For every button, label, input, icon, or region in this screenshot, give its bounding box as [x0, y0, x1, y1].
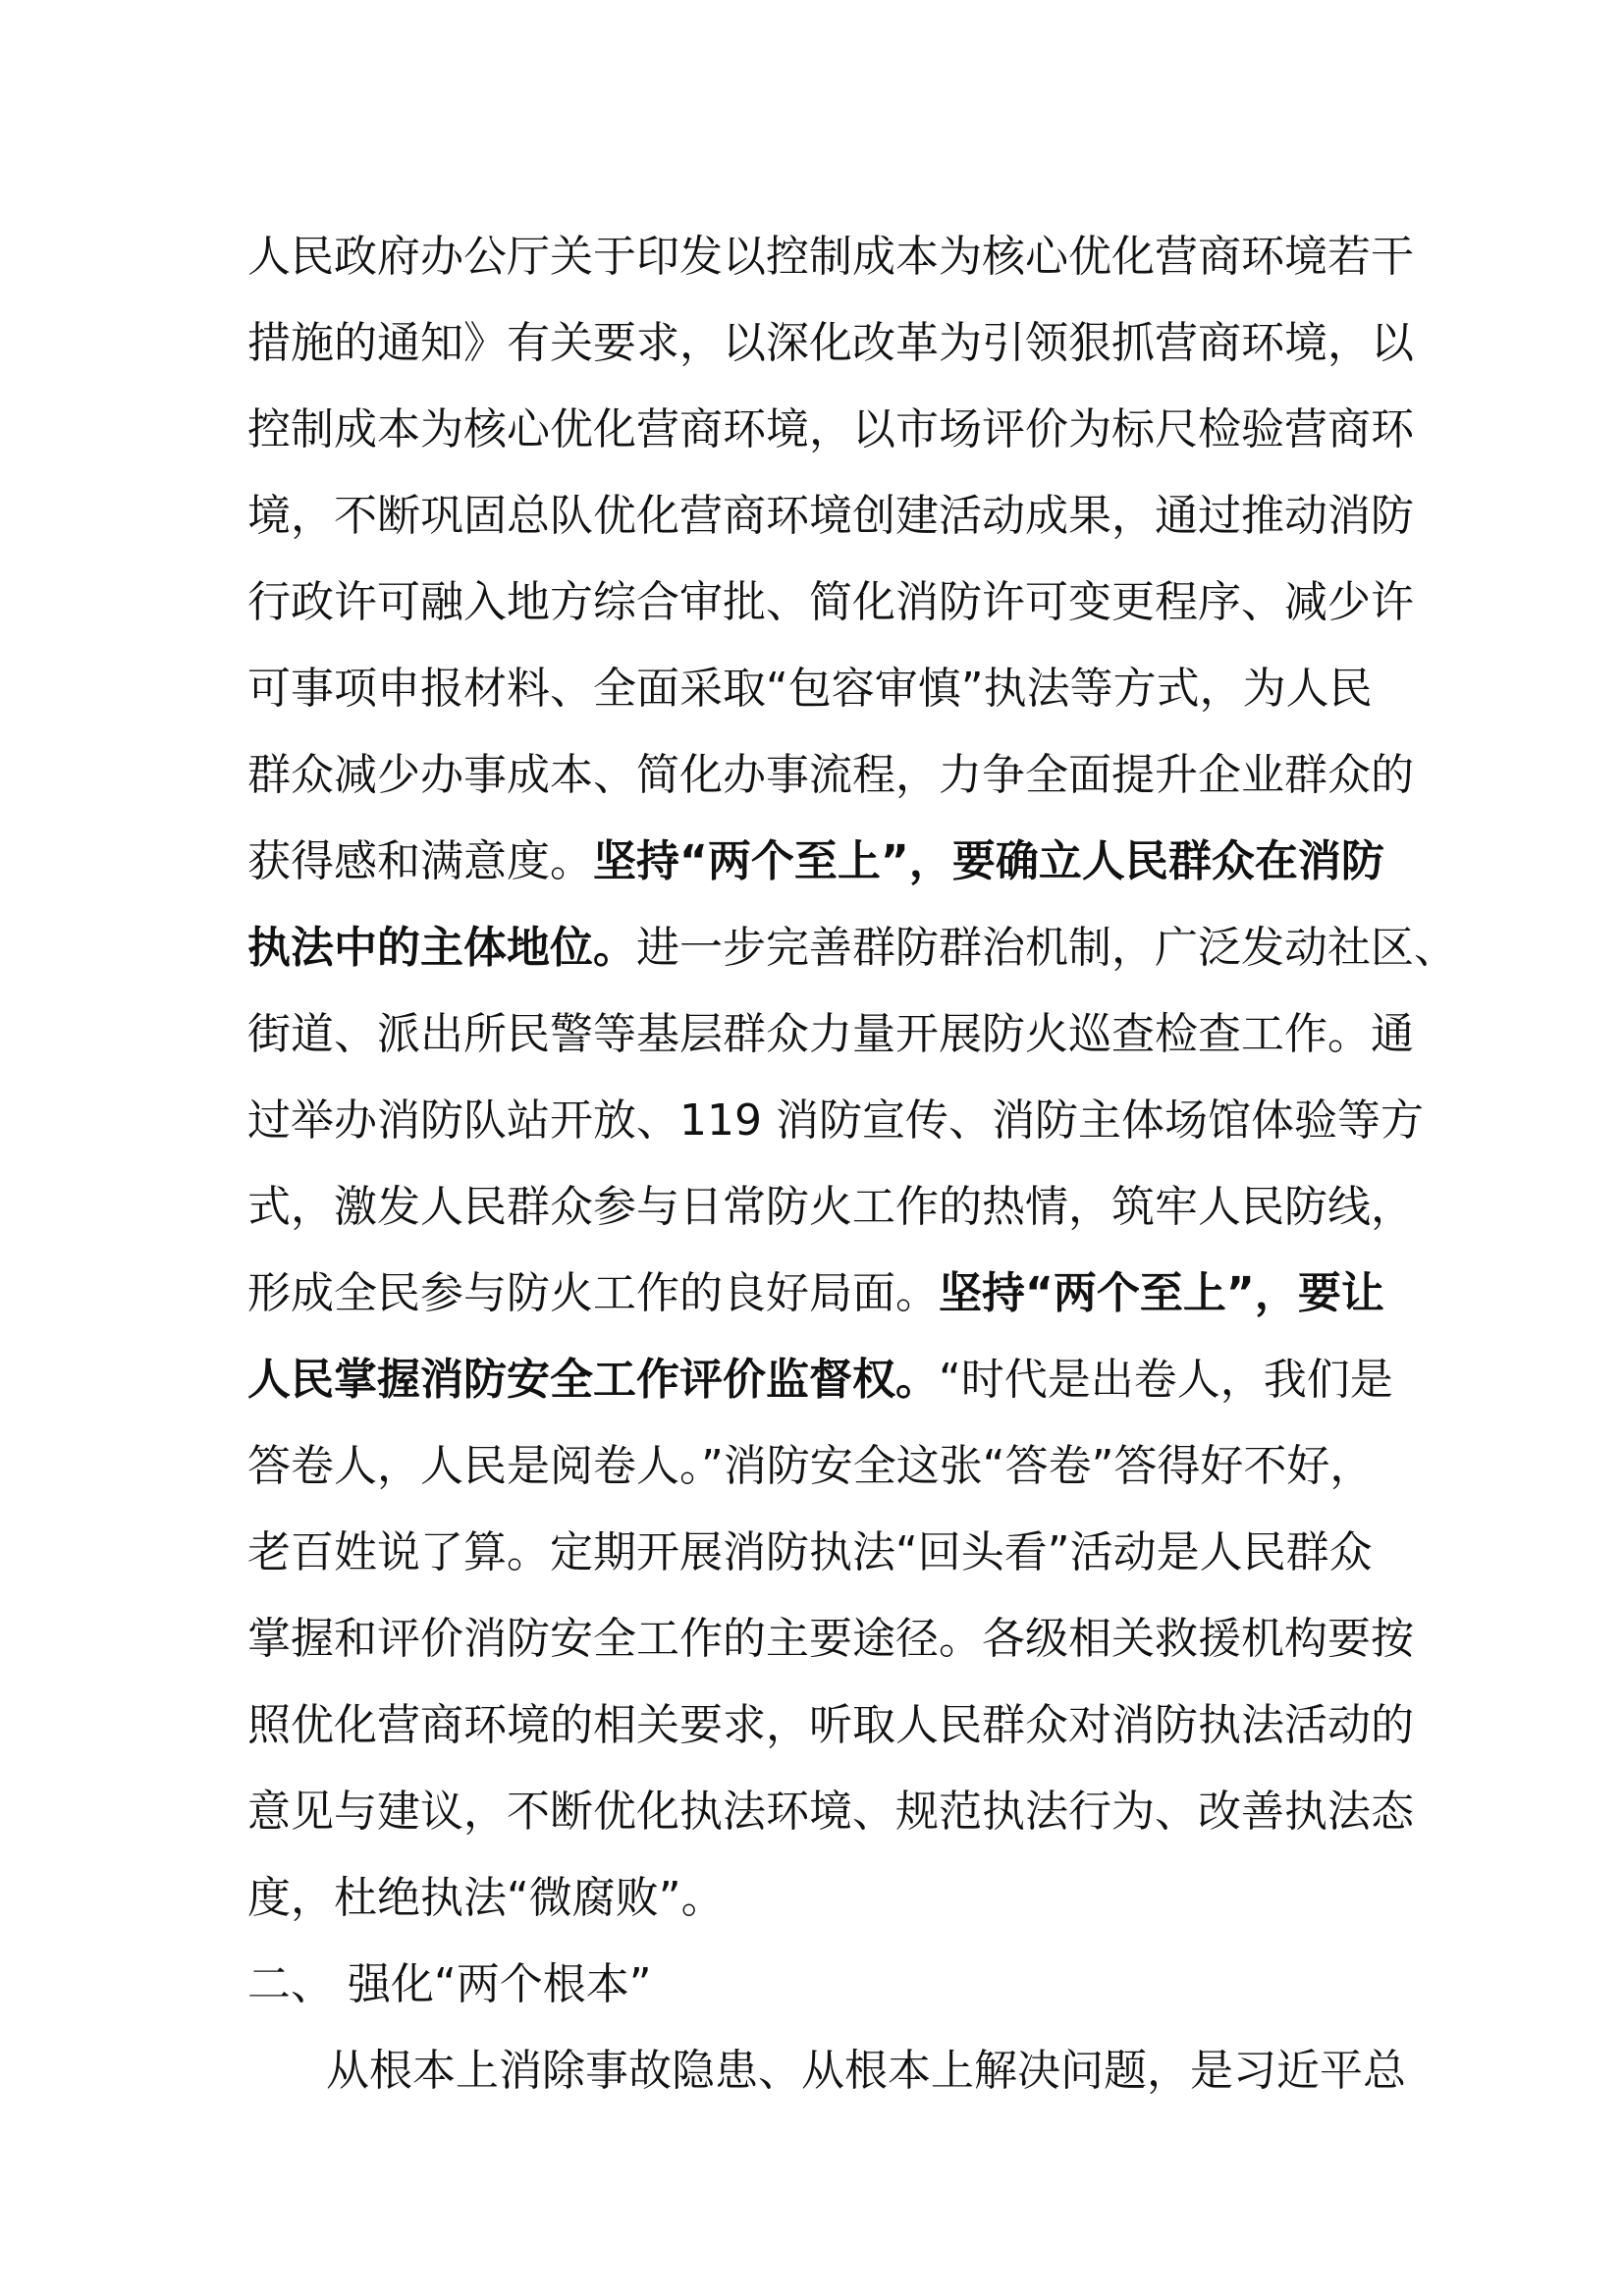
text-run: 进一步完善群防群治机制，广泛发动社区、: [636, 923, 1457, 973]
text-run: 获得感和满意度。: [247, 836, 593, 886]
text-run: 形成全民参与防火工作的良好局面。: [247, 1268, 939, 1318]
text-line: [247, 1696, 1414, 1755]
text-run: 掌握和评价消防安全工作的主要途径。各级相关救援机构要按: [247, 1614, 1414, 1664]
text-line: [247, 1869, 725, 1928]
text-line: [247, 1437, 1373, 1496]
text-line: [247, 1523, 1373, 1582]
text-run: 行政许可融入地方综合审批、简化消防许可变更程序、减少许: [247, 577, 1414, 627]
text-run: 从根本上消除事故隐患、从根本上解决问题，是习近平总: [326, 2046, 1406, 2096]
text-line: [247, 573, 1414, 632]
text-run: 可事项申报材料、全面采取“包容审慎”执法等方式，为人民: [247, 664, 1373, 714]
text-run: 街道、派出所民警等基层群众力量开展防火巡查检查工作。通: [247, 1009, 1414, 1059]
text-run: 过举办消防队站开放、119 消防宣传、消防主体场馆体验等方: [247, 1095, 1424, 1146]
text-run: 控制成本为核心优化营商环境，以市场评价为标尺检验营商环: [247, 404, 1414, 454]
text-line: [247, 1005, 1414, 1064]
text-run: 境，不断巩固总队优化营商环境创建活动成果，通过推动消防: [247, 491, 1414, 541]
text-line: [247, 1092, 1424, 1150]
text-run: 式，激发人民群众参与日常防火工作的热情，筑牢人民防线，: [247, 1182, 1414, 1232]
text-line: [247, 746, 1414, 805]
text-line: [247, 919, 1457, 978]
text-run: 群众减少办事成本、简化办事流程，力争全面提升企业群众的: [247, 750, 1414, 800]
text-line: [247, 487, 1414, 546]
section-heading-text: 二、 强化“两个根本”: [247, 1959, 652, 2009]
text-line: [247, 400, 1414, 459]
text-line: [247, 660, 1373, 719]
text-run: 措施的通知》有关要求，以深化改革为引领狠抓营商环境，以: [247, 318, 1414, 368]
bold-text-run: 坚持“两个至上”，要确立人民群众在消防: [593, 836, 1384, 886]
text-line: [247, 1178, 1414, 1237]
text-run: 老百姓说了算。定期开展消防执法“回头看”活动是人民群众: [247, 1527, 1373, 1577]
paragraph-first-line: [326, 2042, 1406, 2101]
text-line: [247, 1783, 1414, 1842]
text-line: [247, 1351, 1393, 1410]
text-run: “时代是出卷人，我们是: [939, 1355, 1393, 1405]
text-line: [247, 1264, 1384, 1323]
text-line: [247, 832, 1384, 891]
text-run: 意见与建议，不断优化执法环境、规范执法行为、改善执法态: [247, 1787, 1414, 1837]
section-heading: [247, 1955, 652, 2014]
bold-text-run: 执法中的主体地位。: [247, 923, 636, 973]
text-line: [247, 1610, 1414, 1669]
bold-text-run: 坚持“两个至上”，要让: [939, 1268, 1384, 1318]
text-line: [247, 228, 1414, 287]
text-run: 照优化营商环境的相关要求，听取人民群众对消防执法活动的: [247, 1700, 1414, 1750]
text-run: 答卷人，人民是阅卷人。”消防安全这张“答卷”答得好不好，: [247, 1441, 1374, 1491]
text-line: [247, 314, 1414, 373]
text-run: 人民政府办公厅关于印发以控制成本为核心优化营商环境若干: [247, 232, 1414, 282]
text-run: 度，杜绝执法“微腐败”。: [247, 1873, 725, 1923]
bold-text-run: 人民掌握消防安全工作评价监督权。: [247, 1355, 939, 1405]
